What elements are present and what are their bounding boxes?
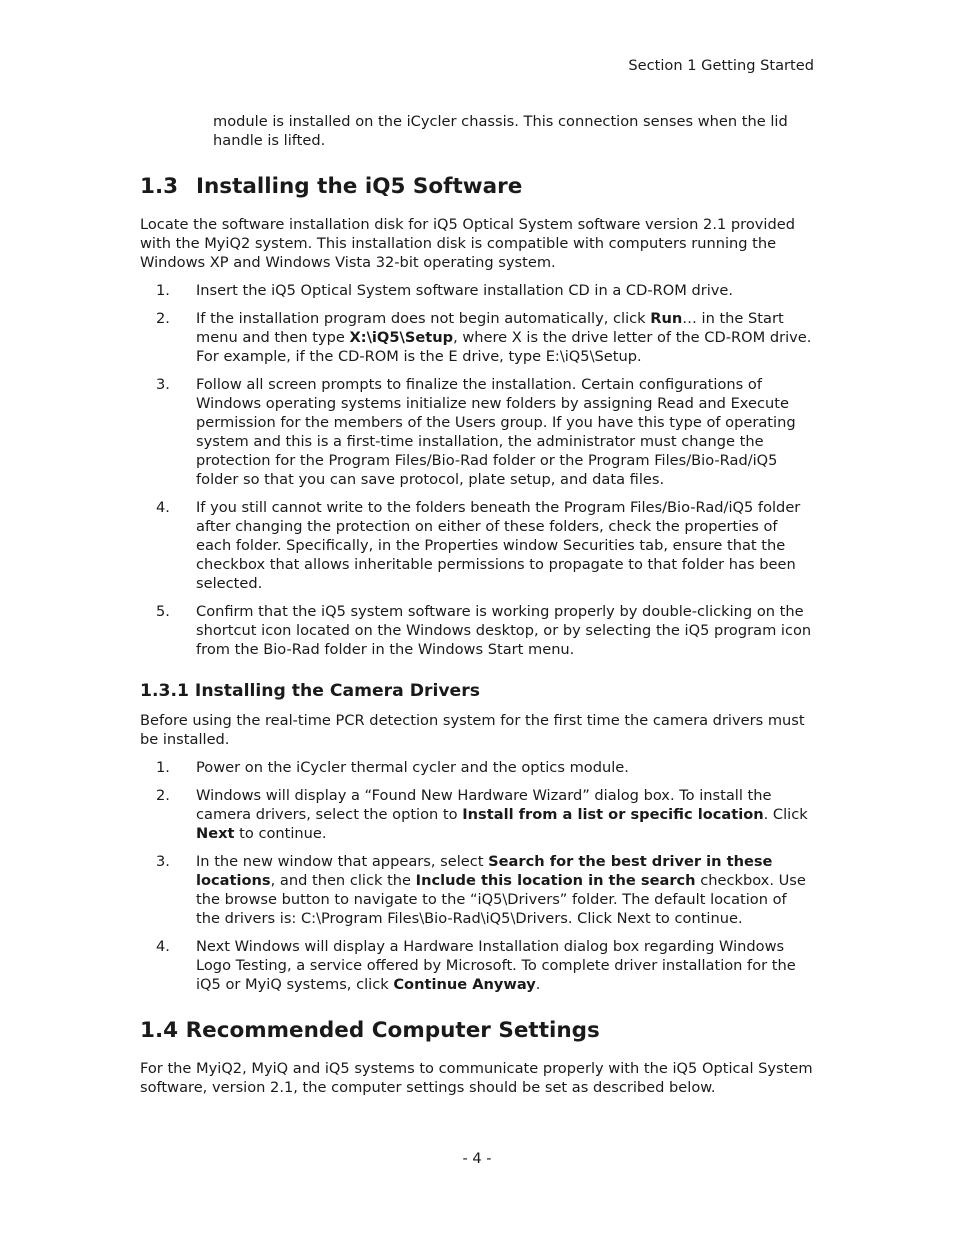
heading-1-3-1: 1.3.1 Installing the Camera Drivers [140,681,480,701]
bold-run: Run [650,310,683,327]
heading-number: 1.3 [140,174,179,199]
item-text: In the new window that appears, select Search for the best driver in these locations, and then click the Include this location in the search checkbox. Use the browse button to navigate to the “iQ5\Drivers” folder. The default location of the drivers is: C:\Program Files\Bio-Rad\iQ5\Drivers. Click Next to continue. [196,853,806,927]
bold-install-option: Install from a list or specific location [462,806,764,823]
heading-1-3 [140,173,815,201]
paragraph-1-3-1: Before using the real-time PCR detection system for the first time the camera drivers must be installed. [140,712,805,748]
item-text: Follow all screen prompts to finalize the installation. Certain configurations of Windows operating systems initialize new folders by assigning Read and Execute permission for the members of the Users group. If you have this type of operating system and this is a first-time installation, the administrator must change the protection for the Program Files/Bio-Rad folder or the Program Files/Bio-Rad/iQ5 folder so that you can save protocol, plate setup, and data files. [196,376,796,488]
bold-search-option: Search for the best driver in these locations [196,853,773,889]
list-item [140,758,815,777]
list-item [140,852,815,928]
item-number: 3. [156,853,170,870]
list-item [140,602,815,659]
item-text: Confirm that the iQ5 system software is working properly by double-clicking on the shortcut icon located on the Windows desktop, or by selecting the iQ5 program icon from the Bio-Rad folder in the Windows Start menu. [196,603,812,658]
paragraph-1-3: Locate the software installation disk for iQ5 Optical System software version 2.1 provided with the MyiQ2 system. This installation disk is compatible with computers running the Windows XP and Windows Vista 32-bit operating system. [140,216,795,271]
install-steps-list [140,281,815,659]
continued-paragraph: module is installed on the iCycler chassis. This connection senses when the lid handle is lifted. [213,113,788,149]
bold-next: Next [196,825,235,842]
bold-include-location: Include this location in the search [415,872,696,889]
item-number: 1. [156,759,170,776]
list-item [140,498,815,593]
item-text: If the installation program does not begin automatically, click Run… in the Start menu and then type X:\iQ5\Setup, where X is the drive letter of the CD-ROM drive. For example, if the CD-ROM is the E drive, type E:\iQ5\Setup. [196,310,812,365]
running-header: Section 1 Getting Started [628,57,814,74]
item-number: 2. [156,310,170,327]
list-item [140,786,815,843]
item-text: Insert the iQ5 Optical System software installation CD in a CD-ROM drive. [196,282,734,299]
heading-1-4: 1.4 Recommended Computer Settings [140,1018,600,1043]
item-number: 4. [156,499,170,516]
bold-setup-path: X:\iQ5\Setup [349,329,454,346]
page-content [140,112,815,1097]
paragraph-1-4: For the MyiQ2, MyiQ and iQ5 systems to communicate properly with the iQ5 Optical System software, version 2.1, the computer settings should be set as described below. [140,1060,813,1096]
item-number: 5. [156,603,170,620]
item-number: 3. [156,376,170,393]
list-item [140,309,815,366]
item-text: Next Windows will display a Hardware Installation dialog box regarding Windows Logo Testing, a service offered by Microsoft. To complete driver installation for the iQ5 or MyiQ systems, click Continue Anyway. [196,938,796,993]
item-number: 1. [156,282,170,299]
list-item [140,937,815,994]
list-item [140,375,815,489]
item-text: If you still cannot write to the folders beneath the Program Files/Bio-Rad/iQ5 folder after changing the protection on either of these folders, check the properties of each folder. Specifically, in the Properties window Securities tab, ensure that the checkbox that allows inheritable permissions to propagate to that folder has been selected. [196,499,801,592]
page-number: - 4 - [462,1150,492,1167]
list-item [140,281,815,300]
item-text: Power on the iCycler thermal cycler and the optics module. [196,759,629,776]
heading-title: Installing the iQ5 Software [196,174,523,199]
item-text: Windows will display a “Found New Hardware Wizard” dialog box. To install the camera drivers, select the option to Install from a list or specific location. Click Next to continue. [196,787,808,842]
item-number: 2. [156,787,170,804]
camera-driver-steps-list [140,758,815,994]
item-number: 4. [156,938,170,955]
bold-continue-anyway: Continue Anyway [393,976,536,993]
